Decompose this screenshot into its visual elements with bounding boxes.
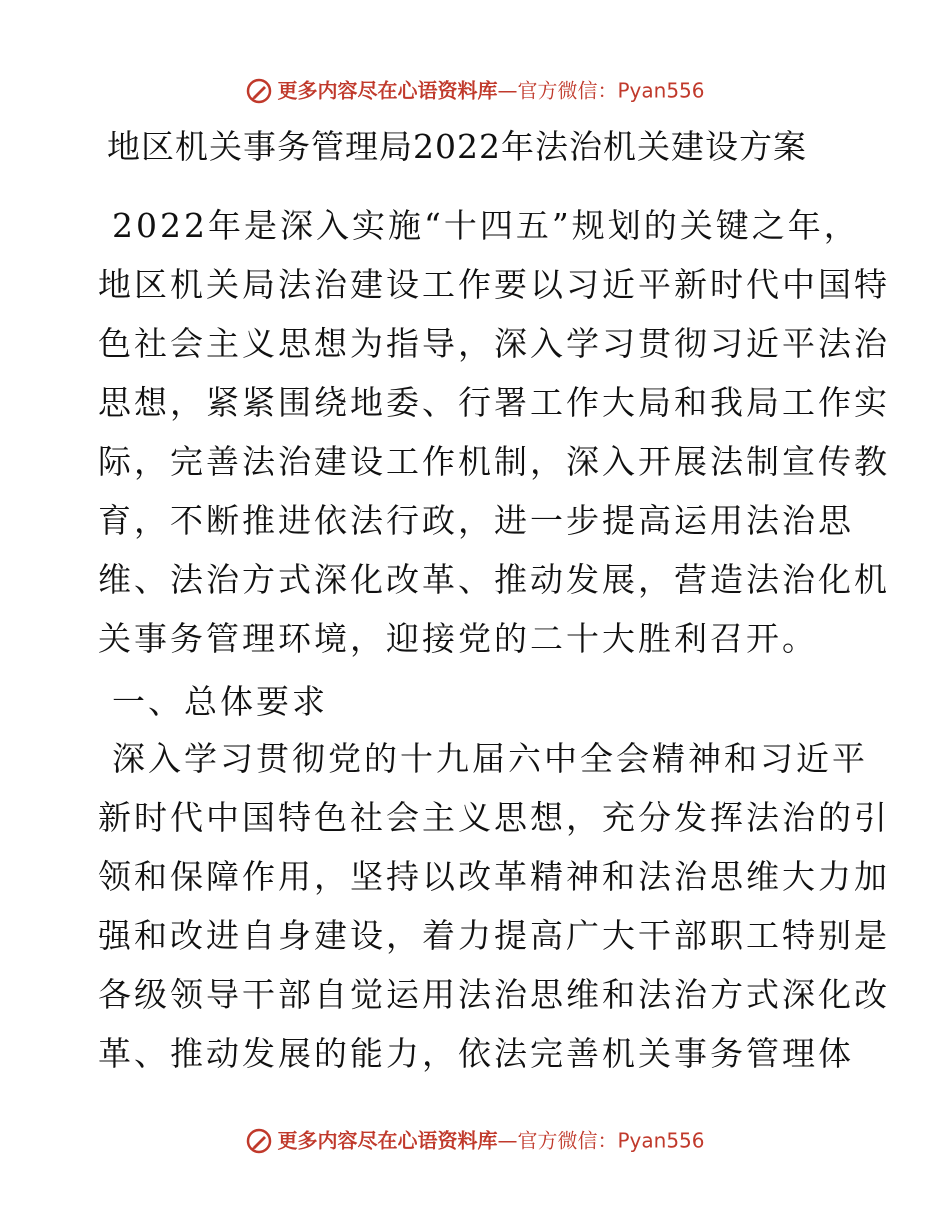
paragraph-intro: [98, 196, 890, 668]
paragraph-line: 际，完善法治建设工作机制，深入开展法制宣传教: [98, 442, 890, 481]
watermark-id: Pyan556: [617, 78, 705, 103]
paragraph-line: 2022年是深入实施“十四五”规划的关键之年，: [112, 206, 860, 245]
watermark-text: 更多内容尽在心语资料库: [277, 78, 498, 103]
watermark-label: 官方微信：: [517, 1128, 618, 1153]
paragraph-line: 强和改进自身建设，着力提高广大干部职工特别是: [98, 916, 890, 955]
paragraph-line: 色社会主义思想为指导，深入学习贯彻习近平法治: [98, 324, 890, 363]
paragraph-line: 深入学习贯彻党的十九届六中全会精神和习近平: [112, 739, 868, 778]
pen-logo-icon: [245, 77, 273, 105]
watermark-dash: —: [497, 78, 518, 103]
watermark-dash: —: [497, 1128, 518, 1153]
watermark-text: 更多内容尽在心语资料库: [277, 1128, 498, 1153]
paragraph-requirements: [98, 729, 890, 1083]
pen-logo-icon: [245, 1127, 273, 1155]
watermark-label: 官方微信：: [517, 78, 618, 103]
footer-watermark: [0, 1124, 950, 1156]
document-title: 地区机关事务管理局2022年法治机关建设方案: [107, 127, 807, 166]
paragraph-line: 维、法治方式深化改革、推动发展，营造法治化机: [98, 560, 890, 599]
section-heading-text: 一、总体要求: [112, 682, 328, 721]
paragraph-line: 新时代中国特色社会主义思想，充分发挥法治的引: [98, 798, 890, 837]
paragraph-line: 思想，紧紧围绕地委、行署工作大局和我局工作实: [98, 383, 890, 422]
section-heading: [98, 672, 858, 731]
paragraph-line: 关事务管理环境，迎接党的二十大胜利召开。: [98, 619, 818, 658]
paragraph-line: 领和保障作用，坚持以改革精神和法治思维大力加: [98, 857, 890, 896]
paragraph-line: 各级领导干部自觉运用法治思维和法治方式深化改: [98, 975, 890, 1014]
watermark-id: Pyan556: [617, 1128, 705, 1153]
header-watermark: [0, 74, 950, 106]
paragraph-line: 革、推动发展的能力，依法完善机关事务管理体: [98, 1034, 854, 1073]
paragraph-line: 地区机关局法治建设工作要以习近平新时代中国特: [98, 265, 890, 304]
paragraph-line: 育，不断推进依法行政，进一步提高运用法治思: [98, 501, 854, 540]
